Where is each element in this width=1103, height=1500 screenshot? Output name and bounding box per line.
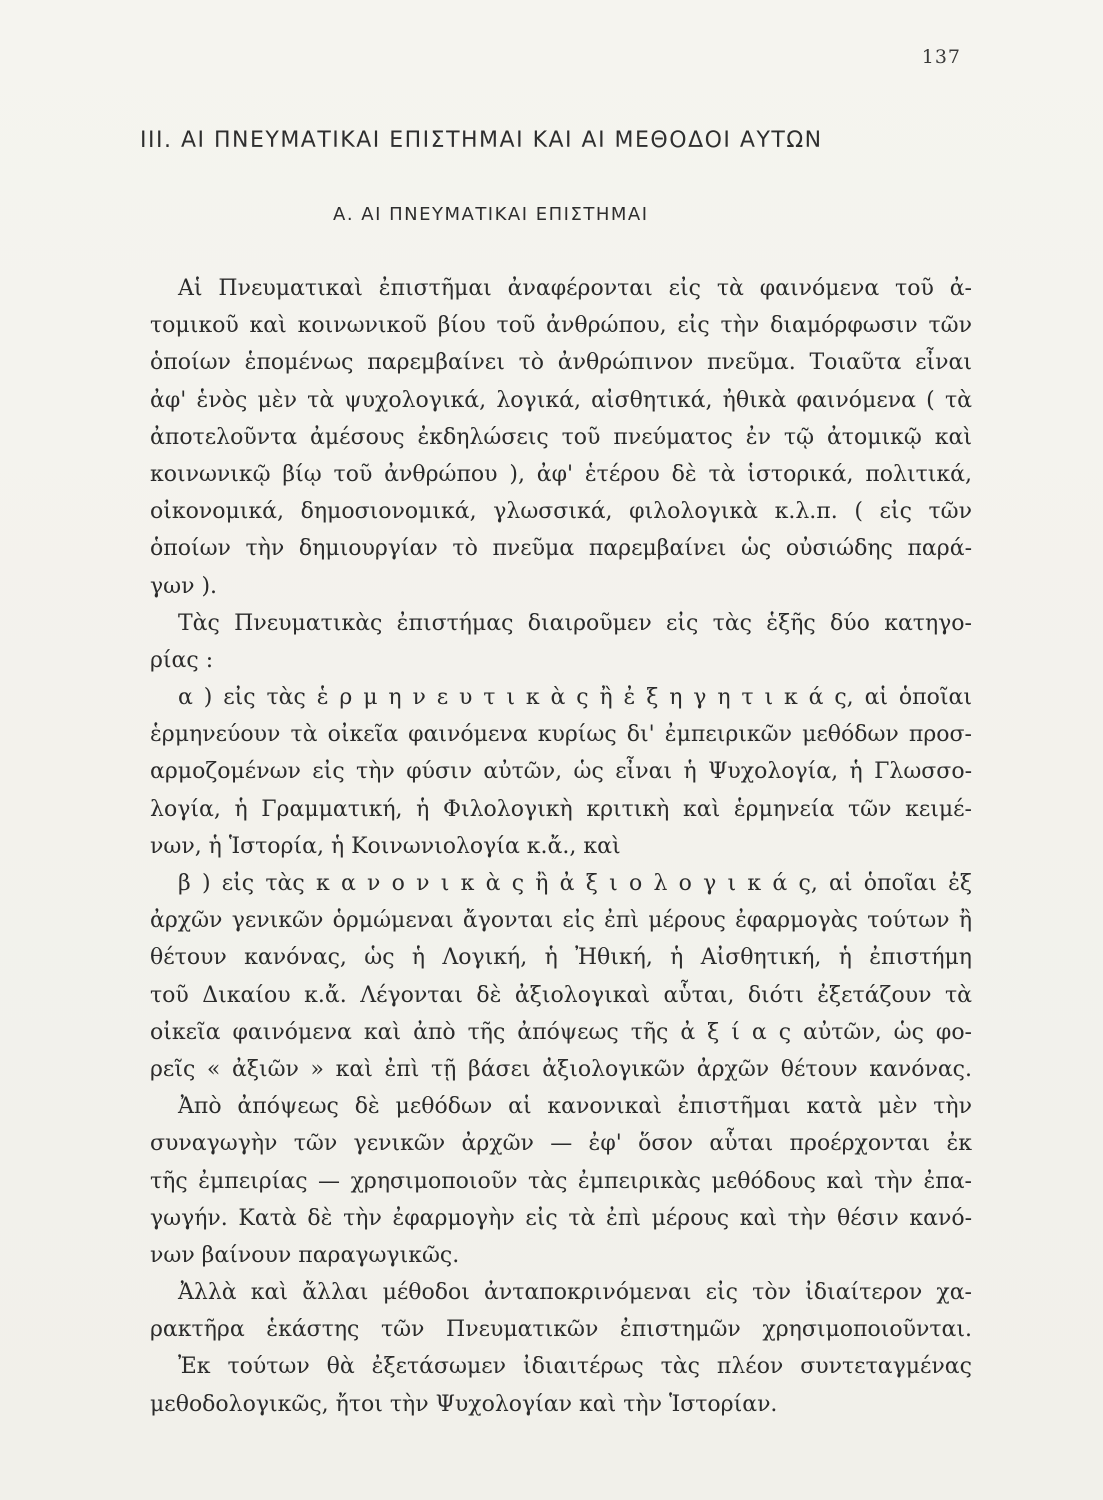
- text-line: τομικοῦ καὶ κοινωνικοῦ βίου τοῦ ἀνθρώπου, εἰς τὴν διαμόρφωσιν τῶν: [150, 313, 972, 339]
- chapter-heading: III. ΑΙ ΠΝΕΥΜΑΤΙΚΑΙ ΕΠΙΣΤΗΜΑΙ ΚΑΙ ΑΙ ΜΕΘΟΔΟΙ ΑΥΤΩΝ: [140, 128, 823, 153]
- text-line: οἰκονομικά, δημοσιονομικά, γλωσσικά, φιλολογικὰ κ.λ.π. ( εἰς τῶν: [150, 499, 972, 525]
- text-line: μεθοδολογικῶς, ἤτοι τὴν Ψυχολογίαν καὶ τὴν Ἱστορίαν.: [150, 1391, 778, 1417]
- text-line: ἑρμηνεύουν τὰ οἰκεῖα φαινόμενα κυρίως δι' ἐμπειρικῶν μεθόδων προσ-: [150, 722, 972, 748]
- section-heading: Α. ΑΙ ΠΝΕΥΜΑΤΙΚΑΙ ΕΠΙΣΤΗΜΑΙ: [333, 204, 649, 225]
- body-text: [150, 270, 972, 1423]
- text-line: κοινωνικῷ βίῳ τοῦ ἀνθρώπου ), ἀφ' ἑτέρου δὲ τὰ ἱστορικά, πολιτικά,: [150, 461, 972, 487]
- text-line: ρεῖς « ἀξιῶν » καὶ ἐπὶ τῇ βάσει ἀξιολογικῶν ἀρχῶν θέτουν κανόνας.: [150, 1056, 972, 1082]
- text-line: τῆς ἐμπειρίας — χρησιμοποιοῦν τὰς ἐμπειρικὰς μεθόδους καὶ τὴν ἐπα-: [150, 1168, 972, 1194]
- text-line: γωγήν. Κατὰ δὲ τὴν ἐφαρμογὴν εἰς τὰ ἐπὶ μέρους καὶ τὴν θέσιν κανό-: [150, 1205, 972, 1231]
- text-line: Τὰς Πνευματικὰς ἐπιστήμας διαιροῦμεν εἰς τὰς ἑξῆς δύο κατηγο-: [178, 610, 972, 636]
- text-line: ρακτῆρα ἑκάστης τῶν Πνευματικῶν ἐπιστημῶν χρησιμοποιοῦνται.: [150, 1317, 972, 1343]
- text-line: αρμοζομένων εἰς τὴν φύσιν αὐτῶν, ὡς εἶναι ἡ Ψυχολογία, ἡ Γλωσσο-: [150, 759, 972, 785]
- text-line: νων βαίνουν παραγωγικῶς.: [150, 1242, 460, 1268]
- text-line: β ) εἰς τὰς κ α ν ο ν ι κ ὰ ς ἢ ἀ ξ ι ο λ ο γ ι κ ά ς, αἱ ὁποῖαι ἐξ: [178, 871, 972, 896]
- text-line: Ἐκ τούτων θὰ ἐξετάσωμεν ἰδιαιτέρως τὰς πλέον συντεταγμένας: [178, 1354, 972, 1380]
- text-line: λογία, ἡ Γραμματική, ἡ Φιλολογικὴ κριτικὴ καὶ ἑρμηνεία τῶν κειμέ-: [150, 796, 972, 822]
- text-line: Ἀπὸ ἀπόψεως δὲ μεθόδων αἱ κανονικαὶ ἐπιστῆμαι κατὰ μὲν τὴν: [178, 1094, 972, 1120]
- text-line: ἀποτελοῦντα ἀμέσους ἐκδηλώσεις τοῦ πνεύματος ἐν τῷ ἀτομικῷ καὶ: [150, 424, 972, 450]
- text-line: Ἀλλὰ καὶ ἄλλαι μέθοδοι ἀνταποκρινόμεναι εἰς τὸν ἰδιαίτερον χα-: [178, 1280, 972, 1306]
- text-line: τοῦ Δικαίου κ.ἄ. Λέγονται δὲ ἀξιολογικαὶ αὗται, διότι ἐξετάζουν τὰ: [150, 982, 972, 1008]
- text-line: ρίας :: [150, 647, 214, 673]
- text-line: ὁποίων τὴν δημιουργίαν τὸ πνεῦμα παρεμβαίνει ὡς οὐσιώδης παρά-: [150, 536, 972, 562]
- text-line: οἰκεῖα φαινόμενα καὶ ἀπὸ τῆς ἀπόψεως τῆς ἀ ξ ί α ς αὐτῶν, ὡς φο-: [150, 1019, 972, 1045]
- text-line: θέτουν κανόνας, ὡς ἡ Λογική, ἡ Ἠθική, ἡ Αἰσθητική, ἡ ἐπιστήμη: [150, 945, 972, 971]
- text-line: ἀφ' ἑνὸς μὲν τὰ ψυχολογικά, λογικά, αἰσθητικά, ἠθικὰ φαινόμενα ( τὰ: [150, 387, 972, 413]
- text-line: νων, ἡ Ἱστορία, ἡ Κοινωνιολογία κ.ἄ., καὶ: [150, 833, 621, 859]
- text-line: Αἱ Πνευματικαὶ ἐπιστῆμαι ἀναφέρονται εἰς τὰ φαινόμενα τοῦ ἀ-: [178, 276, 972, 301]
- page-number: 137: [921, 46, 961, 68]
- text-line: ἀρχῶν γενικῶν ὁρμώμεναι ἄγονται εἰς ἐπὶ μέρους ἐφαρμογὰς τούτων ἢ: [150, 908, 972, 934]
- text-line: γων ).: [150, 573, 218, 599]
- text-line: α ) εἰς τὰς ἑ ρ μ η ν ε υ τ ι κ ὰ ς ἢ ἐ ξ η γ η τ ι κ ά ς, αἱ ὁποῖαι: [178, 685, 972, 711]
- text-line: ὁποίων ἑπομένως παρεμβαίνει τὸ ἀνθρώπινον πνεῦμα. Τοιαῦτα εἶναι: [150, 350, 972, 376]
- text-line: συναγωγὴν τῶν γενικῶν ἀρχῶν — ἐφ' ὅσον αὗται προέρχονται ἐκ: [150, 1131, 972, 1157]
